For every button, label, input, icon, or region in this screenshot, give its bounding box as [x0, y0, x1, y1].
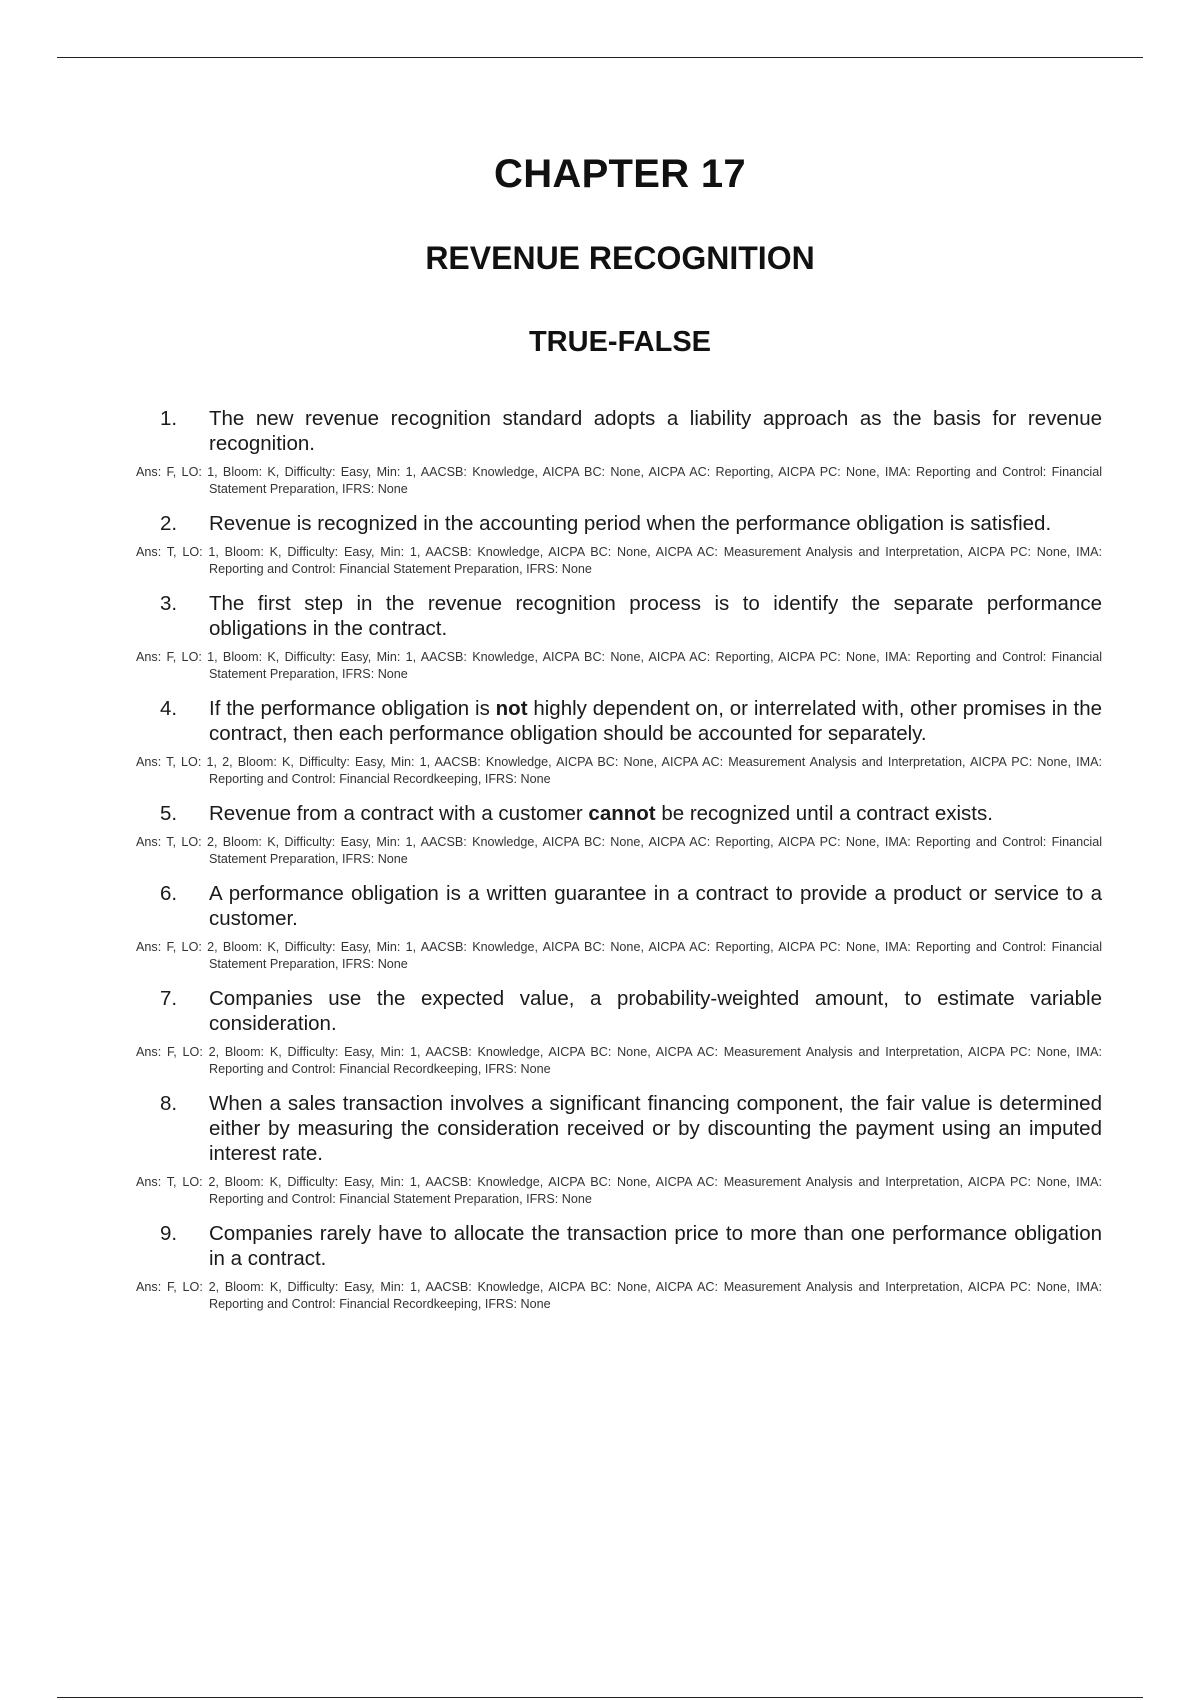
- answer-key-9: Ans: F, LO: 2, Bloom: K, Difficulty: Easy, Min: 1, AACSB: Knowledge, AICPA BC: None, AICPA AC: Measurement Analysis and Interpretation, AICPA PC: None, IMA: Reporting and Control: Financial Recordkeeping, IFRS: None: [136, 1280, 1102, 1311]
- question-8: [136, 1091, 1102, 1166]
- question-1: [136, 406, 1102, 456]
- question-5: [136, 801, 1102, 826]
- question-number: 2.: [160, 512, 178, 535]
- answer-key-3: Ans: F, LO: 1, Bloom: K, Difficulty: Easy, Min: 1, AACSB: Knowledge, AICPA BC: None, AICPA AC: Reporting, AICPA PC: None, IMA: Reporting and Control: Financial Statement Preparation, IFRS: None: [136, 650, 1102, 681]
- question-number: 6.: [160, 882, 178, 905]
- question-text-before: Revenue from a contract with a customer: [209, 802, 589, 825]
- question-2: [136, 511, 1102, 536]
- question-6: [136, 881, 1102, 931]
- question-text: When a sales transaction involves a significant financing component, the fair value is determined either by measuring the consideration received or by discounting the payment using an imputed interest rate.: [209, 1092, 1102, 1165]
- question-text: The first step in the revenue recognition process is to identify the separate performance obligations in the contract.: [209, 592, 1102, 640]
- answer-key-8: Ans: T, LO: 2, Bloom: K, Difficulty: Easy, Min: 1, AACSB: Knowledge, AICPA BC: None, AICPA AC: Measurement Analysis and Interpretation, AICPA PC: None, IMA: Reporting and Control: Financial Statement Preparation, IFRS: None: [136, 1175, 1102, 1206]
- question-number: 7.: [160, 987, 178, 1010]
- emphasis-cannot: cannot: [588, 802, 656, 825]
- question-text-before: If the performance obligation is: [209, 697, 496, 720]
- question-number: 1.: [160, 407, 178, 430]
- question-text: Companies use the expected value, a probability-weighted amount, to estimate variable consideration.: [209, 987, 1102, 1035]
- section-heading: TRUE-FALSE: [528, 326, 712, 358]
- bottom-rule: [57, 1697, 1143, 1698]
- question-number: 3.: [160, 592, 178, 615]
- answer-key-6: Ans: F, LO: 2, Bloom: K, Difficulty: Easy, Min: 1, AACSB: Knowledge, AICPA BC: None, AICPA AC: Reporting, AICPA PC: None, IMA: Reporting and Control: Financial Statement Preparation, IFRS: None: [136, 940, 1102, 971]
- question-number: 9.: [160, 1222, 178, 1245]
- answer-key-5: Ans: T, LO: 2, Bloom: K, Difficulty: Easy, Min: 1, AACSB: Knowledge, AICPA BC: None, AICPA AC: Reporting, AICPA PC: None, IMA: Reporting and Control: Financial Statement Preparation, IFRS: None: [136, 835, 1102, 866]
- question-text: [209, 697, 1102, 745]
- answer-key-7: Ans: F, LO: 2, Bloom: K, Difficulty: Easy, Min: 1, AACSB: Knowledge, AICPA BC: None, AICPA AC: Measurement Analysis and Interpretation, AICPA PC: None, IMA: Reporting and Control: Financial Recordkeeping, IFRS: None: [136, 1045, 1102, 1076]
- question-3: [136, 591, 1102, 641]
- question-text: Companies rarely have to allocate the transaction price to more than one performance obligation in a contract.: [209, 1222, 1102, 1270]
- question-text: Revenue is recognized in the accounting period when the performance obligation is satisfied.: [209, 512, 1052, 535]
- question-list: [136, 406, 1102, 1326]
- chapter-heading: CHAPTER 17: [494, 152, 746, 196]
- question-4: [136, 696, 1102, 746]
- answer-key-4: Ans: T, LO: 1, 2, Bloom: K, Difficulty: Easy, Min: 1, AACSB: Knowledge, AICPA BC: None, AICPA AC: Measurement Analysis and Interpretation, AICPA PC: None, IMA: Reporting and Control: Financial Recordkeeping, IFRS: None: [136, 755, 1102, 786]
- answer-key-2: Ans: T, LO: 1, Bloom: K, Difficulty: Easy, Min: 1, AACSB: Knowledge, AICPA BC: None, AICPA AC: Measurement Analysis and Interpretation, AICPA PC: None, IMA: Reporting and Control: Financial Statement Preparation, IFRS: None: [136, 545, 1102, 576]
- question-text-after: be recognized until a contract exists.: [655, 802, 993, 825]
- answer-key-1: Ans: F, LO: 1, Bloom: K, Difficulty: Easy, Min: 1, AACSB: Knowledge, AICPA BC: None, AICPA AC: Reporting, AICPA PC: None, IMA: Reporting and Control: Financial Statement Preparation, IFRS: None: [136, 465, 1102, 496]
- title-block: [0, 150, 1200, 360]
- question-number: 5.: [160, 802, 178, 825]
- emphasis-not: not: [495, 697, 528, 720]
- top-rule: [57, 57, 1143, 58]
- question-text: The new revenue recognition standard adopts a liability approach as the basis for revenue recognition.: [209, 407, 1102, 455]
- question-number: 8.: [160, 1092, 178, 1115]
- chapter-title: REVENUE RECOGNITION: [425, 240, 815, 276]
- question-7: [136, 986, 1102, 1036]
- question-text: A performance obligation is a written guarantee in a contract to provide a product or service to a customer.: [209, 882, 1102, 930]
- question-text-after: highly dependent on, or interrelated with, other promises in the contract, then each performance obligation should be accounted for separately.: [209, 697, 1102, 745]
- question-number: 4.: [160, 697, 178, 720]
- question-text: [209, 802, 993, 825]
- question-9: [136, 1221, 1102, 1271]
